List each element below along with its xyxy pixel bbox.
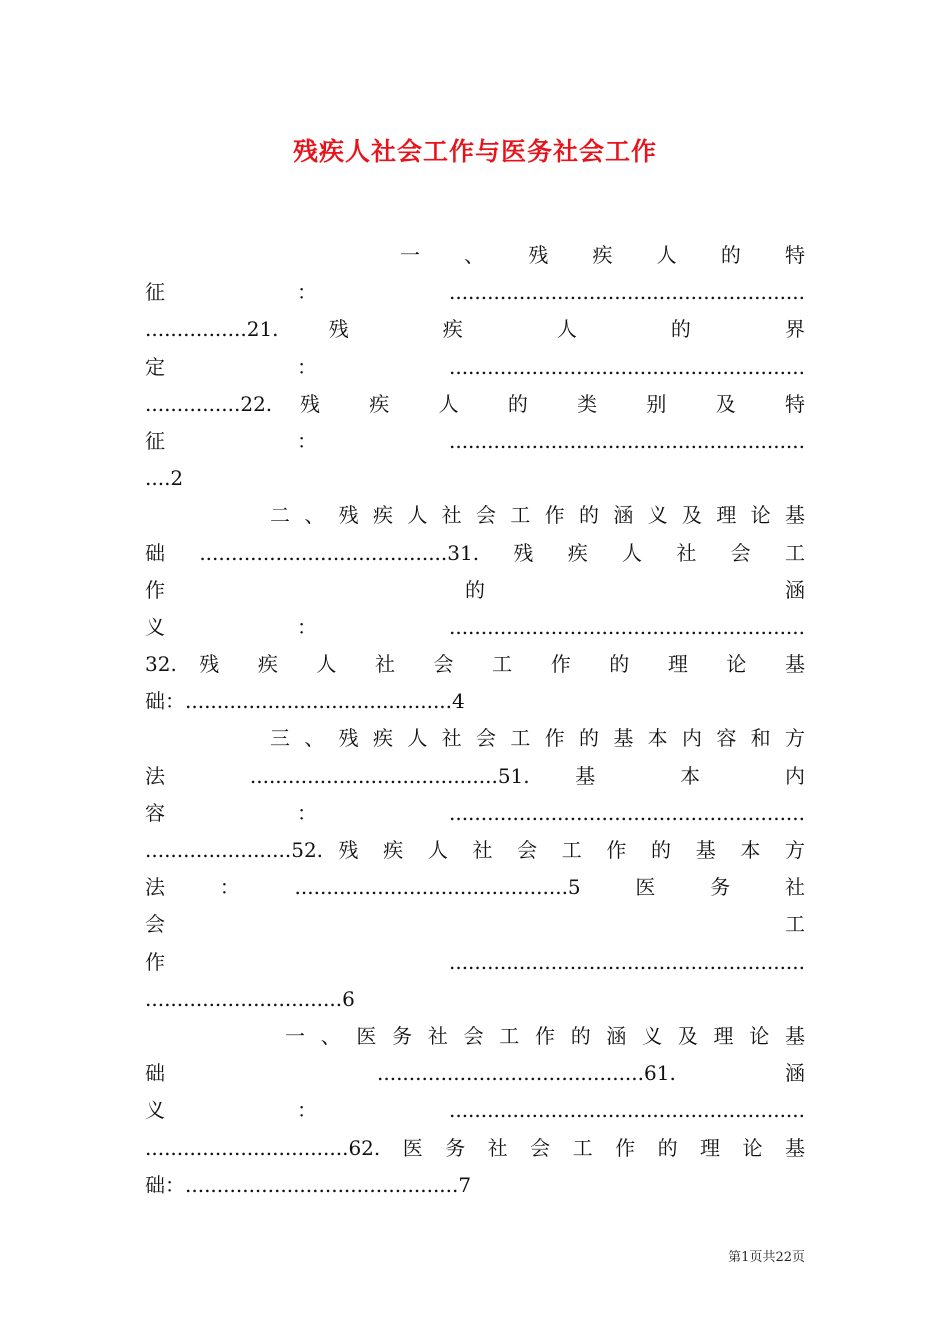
toc-line: .......................52. 残 疾 人 社 会 工 作 的 基 本 方 xyxy=(145,838,805,862)
toc-line: 三 、 残 疾 人 社 会 工 作 的 基 本 内 容 和 方 xyxy=(270,726,805,751)
toc-line: 征：........................................................ xyxy=(145,428,805,453)
toc-line: ....2 xyxy=(145,466,184,491)
toc-line: ................21. 残 疾 人 的 界 xyxy=(145,317,805,342)
toc-line: 义：........................................................ xyxy=(145,1098,805,1123)
toc-line: 二 、 残 疾 人 社 会 工 作 的 涵 义 及 理 论 基 xyxy=(270,503,805,528)
toc-line: 础：...........................................7 xyxy=(145,1172,472,1197)
table-of-contents xyxy=(145,237,805,1204)
toc-line: 作........................................................ xyxy=(145,949,805,974)
toc-line: 一 、 医 务 社 会 工 作 的 涵 义 及 理 论 基 xyxy=(285,1023,805,1048)
toc-line: 础：..........................................4 xyxy=(145,689,465,714)
toc-line: ................................62.医务社会工作的理论基 xyxy=(145,1135,805,1160)
toc-line: 础 ..........................................61. 涵 xyxy=(145,1061,805,1086)
toc-line: 作 的 涵 xyxy=(145,577,805,602)
toc-line: 法：...........................................5医务社 xyxy=(145,875,805,900)
page-number-footer: 第1页共22页 xyxy=(728,1250,805,1265)
toc-line: 容：........................................................ xyxy=(145,800,805,825)
toc-line: 础.......................................31.残疾人社会工 xyxy=(145,540,805,565)
toc-line: 义：........................................................ xyxy=(145,614,805,639)
toc-line: 一 、 残 疾 人 的 特 xyxy=(400,243,805,267)
toc-line: 会 工 xyxy=(145,912,805,937)
toc-line: 32. 残 疾 人 社 会 工 作 的 理 论 基 xyxy=(145,652,805,677)
toc-line: 征：........................................................ xyxy=(145,280,805,305)
toc-line: 定：........................................................ xyxy=(145,354,805,379)
toc-line: ...............................6 xyxy=(145,986,355,1011)
toc-line: 法 .......................................51. 基 本 内 xyxy=(145,763,805,788)
toc-line: ...............22. 残 疾 人 的 类 别 及 特 xyxy=(145,391,805,416)
document-title: 残疾人社会工作与医务社会工作 xyxy=(292,137,657,166)
